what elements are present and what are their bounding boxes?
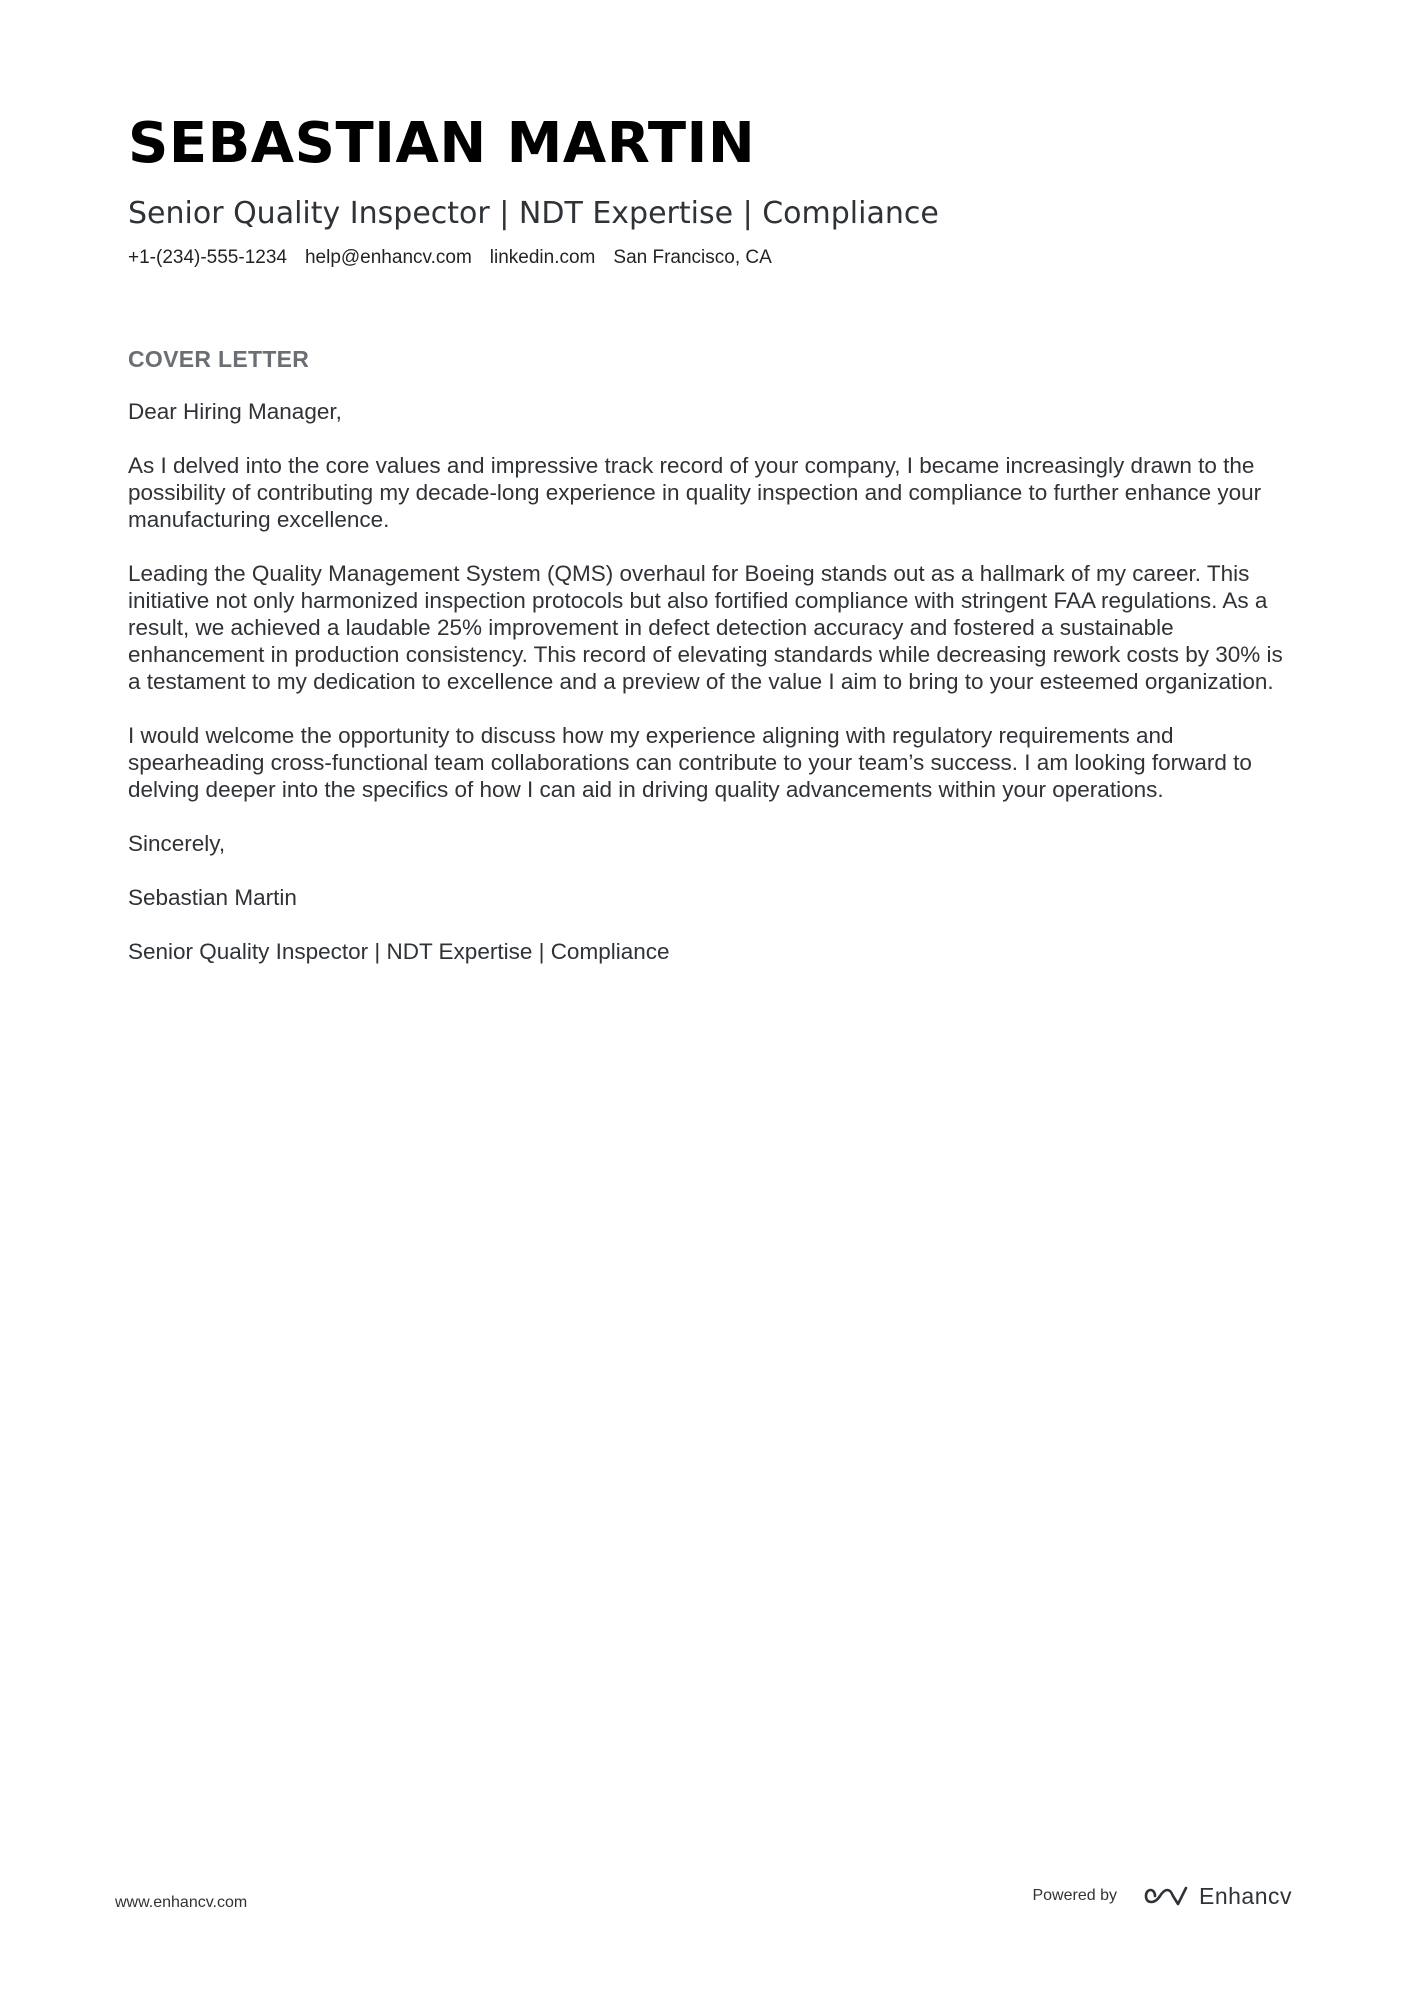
contact-email: help@enhancv.com [304,247,472,268]
powered-by-label: Powered by [1032,1887,1117,1904]
contact-phone: +1-(234)-555-1234 [128,247,287,268]
contact-info [128,246,1308,270]
signature-name: Sebastian Martin [128,885,297,910]
letter-paragraph-1: As I delved into the core values and impressive track record of your company, I became increasingly drawn to the possibility of contributing my decade-long experience in quality inspection and compliance to further enhance your manufacturing excellence. [128,453,1262,532]
section-title: COVER LETTER [128,346,310,372]
candidate-name: SEBASTIAN MARTIN [128,111,756,176]
letter-greeting: Dear Hiring Manager, [128,399,342,424]
contact-location: San Francisco, CA [613,247,772,268]
contact-linkedin: linkedin.com [489,247,596,268]
letter-closing: Sincerely, [128,831,226,856]
brand-name: Enhancv [1198,1883,1292,1909]
footer-website: www.enhancv.com [115,1894,248,1911]
letter-paragraph-2: Leading the Quality Management System (QMS) overhaul for Boeing stands out as a hallmark of my career. This initiative not only harmonized inspection protocols but also fortified compliance with stringent FAA regulations. As a result, we achieved a laudable 25% improvement in defect detection accuracy and fostered a sustainable enhancement in production consistency. This record of elevating standards while decreasing rework costs by 30% is a testament to my dedication to excellence and a preview of the value I aim to bring to your esteemed organization. [128,561,1283,694]
letter-body [128,344,1298,965]
candidate-headline: Senior Quality Inspector | NDT Expertise | Compliance [128,196,939,231]
signature-title: Senior Quality Inspector | NDT Expertise | Compliance [128,939,670,964]
enhancv-logo-icon [1143,1883,1189,1909]
letter-header [128,110,1308,270]
brand [1143,1882,1292,1910]
letter-paragraph-3: I would welcome the opportunity to discuss how my experience aligning with regulatory requirements and spearheading cross-functional team collaborations can contribute to your team’s success. I am looking forward to delving deeper into the specifics of how I can aid in driving quality advancements within your operations. [128,723,1252,802]
footer-branding [1032,1882,1292,1910]
